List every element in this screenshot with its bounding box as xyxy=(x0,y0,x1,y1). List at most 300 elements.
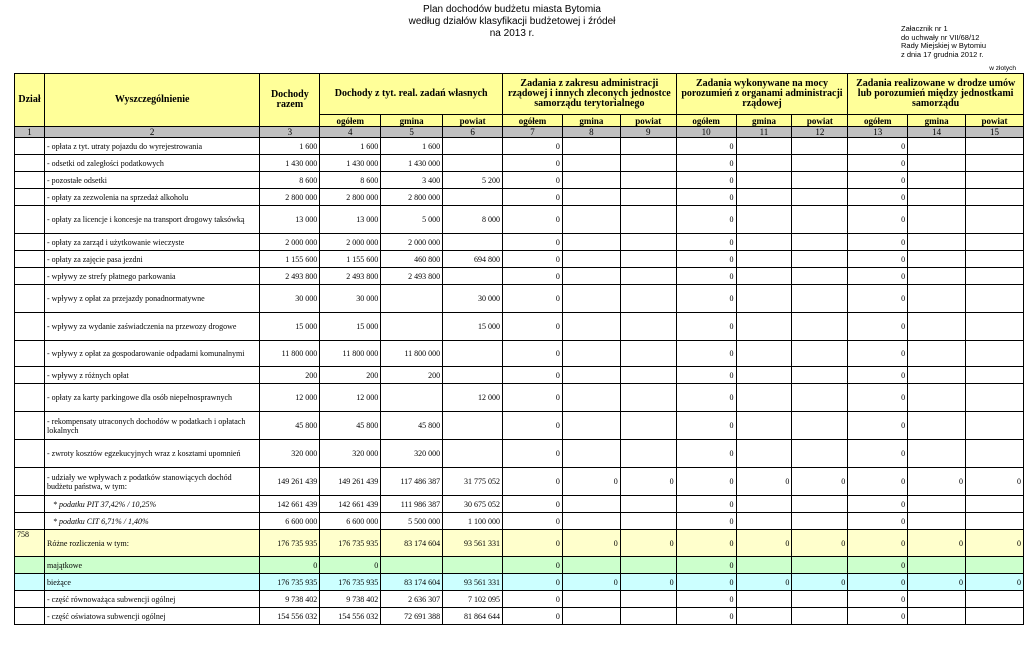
value-cell: 1 430 000 xyxy=(260,155,320,172)
dzial-cell xyxy=(15,557,45,574)
subheader-zlecone-ogolem: ogółem xyxy=(503,115,563,127)
value-cell xyxy=(620,189,676,206)
table-row xyxy=(15,468,1024,496)
value-cell: 0 xyxy=(676,189,736,206)
value-cell: 0 xyxy=(792,530,848,557)
value-cell: 0 xyxy=(966,468,1024,496)
budget-table xyxy=(14,73,1024,625)
value-cell xyxy=(443,138,503,155)
value-cell: 0 xyxy=(676,313,736,341)
value-cell: 200 xyxy=(320,367,381,384)
value-cell: 93 561 331 xyxy=(443,574,503,591)
value-cell: 45 800 xyxy=(320,412,381,440)
dzial-cell xyxy=(15,440,45,468)
value-cell xyxy=(736,440,792,468)
value-cell xyxy=(443,367,503,384)
column-number: 6 xyxy=(443,127,503,138)
value-cell: 0 xyxy=(620,574,676,591)
value-cell xyxy=(443,557,503,574)
value-cell: 0 xyxy=(503,367,563,384)
value-cell: 694 800 xyxy=(443,251,503,268)
value-cell: 142 661 439 xyxy=(260,496,320,513)
value-cell xyxy=(562,172,620,189)
value-cell: 2 800 000 xyxy=(381,189,443,206)
unit-label: w złotych xyxy=(989,65,1016,72)
table-row xyxy=(15,206,1024,234)
value-cell xyxy=(736,496,792,513)
value-cell: 0 xyxy=(848,251,908,268)
dzial-cell xyxy=(15,574,45,591)
table-row xyxy=(15,313,1024,341)
value-cell xyxy=(792,189,848,206)
dzial-cell xyxy=(15,513,45,530)
description-cell: - opłaty za licencje i koncesje na transport drogowy taksówką xyxy=(44,206,259,234)
value-cell: 0 xyxy=(503,513,563,530)
value-cell xyxy=(620,313,676,341)
value-cell xyxy=(792,206,848,234)
value-cell: 0 xyxy=(848,591,908,608)
value-cell xyxy=(792,313,848,341)
value-cell xyxy=(736,513,792,530)
dzial-cell xyxy=(15,251,45,268)
value-cell: 0 xyxy=(676,513,736,530)
dzial-cell xyxy=(15,234,45,251)
value-cell xyxy=(562,412,620,440)
value-cell: 200 xyxy=(381,367,443,384)
subheader-porozumienia-gmina: gmina xyxy=(736,115,792,127)
column-number: 4 xyxy=(320,127,381,138)
value-cell xyxy=(620,172,676,189)
description-cell: - rekompensaty utraconych dochodów w podatkach i opłatach lokalnych xyxy=(44,412,259,440)
value-cell xyxy=(966,440,1024,468)
value-cell: 320 000 xyxy=(381,440,443,468)
subheader-zlecone-gmina: gmina xyxy=(562,115,620,127)
value-cell: 1 155 600 xyxy=(260,251,320,268)
value-cell: 0 xyxy=(562,468,620,496)
value-cell: 0 xyxy=(562,530,620,557)
value-cell xyxy=(736,591,792,608)
value-cell xyxy=(736,557,792,574)
value-cell xyxy=(908,285,966,313)
table-row xyxy=(15,608,1024,625)
value-cell xyxy=(562,251,620,268)
value-cell: 154 556 032 xyxy=(260,608,320,625)
value-cell: 72 691 388 xyxy=(381,608,443,625)
value-cell xyxy=(620,557,676,574)
value-cell xyxy=(736,155,792,172)
value-cell: 0 xyxy=(503,138,563,155)
value-cell xyxy=(381,557,443,574)
dzial-cell xyxy=(15,367,45,384)
table-row xyxy=(15,155,1024,172)
value-cell: 2 000 000 xyxy=(320,234,381,251)
value-cell xyxy=(562,557,620,574)
value-cell xyxy=(908,557,966,574)
value-cell: 320 000 xyxy=(320,440,381,468)
value-cell: 0 xyxy=(848,206,908,234)
table-row xyxy=(15,513,1024,530)
value-cell xyxy=(908,268,966,285)
value-cell xyxy=(443,234,503,251)
value-cell: 8 600 xyxy=(320,172,381,189)
value-cell xyxy=(562,384,620,412)
value-cell: 81 864 644 xyxy=(443,608,503,625)
value-cell: 0 xyxy=(676,530,736,557)
value-cell xyxy=(443,268,503,285)
value-cell: 0 xyxy=(620,468,676,496)
value-cell xyxy=(736,251,792,268)
value-cell: 0 xyxy=(503,530,563,557)
value-cell: 0 xyxy=(848,574,908,591)
value-cell: 0 xyxy=(848,285,908,313)
value-cell: 0 xyxy=(676,412,736,440)
column-number: 12 xyxy=(792,127,848,138)
value-cell: 0 xyxy=(848,367,908,384)
value-cell: 0 xyxy=(503,251,563,268)
subheader-umowy-ogolem: ogółem xyxy=(848,115,908,127)
value-cell xyxy=(966,341,1024,367)
value-cell: 0 xyxy=(736,468,792,496)
col-header-dzial: Dział xyxy=(15,74,45,127)
column-number: 11 xyxy=(736,127,792,138)
value-cell: 1 600 xyxy=(320,138,381,155)
value-cell xyxy=(966,367,1024,384)
value-cell xyxy=(736,206,792,234)
value-cell: 0 xyxy=(260,557,320,574)
table-row xyxy=(15,557,1024,574)
value-cell xyxy=(908,206,966,234)
note-line-2: do uchwały nr VII/68/12 xyxy=(901,32,980,42)
value-cell xyxy=(908,384,966,412)
value-cell: 0 xyxy=(676,234,736,251)
subheader-umowy-gmina: gmina xyxy=(908,115,966,127)
column-number: 8 xyxy=(562,127,620,138)
value-cell: 6 600 000 xyxy=(320,513,381,530)
value-cell: 0 xyxy=(503,574,563,591)
value-cell: 0 xyxy=(792,574,848,591)
table-row xyxy=(15,138,1024,155)
value-cell: 149 261 439 xyxy=(320,468,381,496)
value-cell xyxy=(562,513,620,530)
dzial-cell xyxy=(15,384,45,412)
value-cell: 0 xyxy=(503,557,563,574)
value-cell: 3 400 xyxy=(381,172,443,189)
value-cell: 0 xyxy=(676,591,736,608)
value-cell xyxy=(966,384,1024,412)
value-cell xyxy=(562,313,620,341)
column-number: 13 xyxy=(848,127,908,138)
column-number: 5 xyxy=(381,127,443,138)
value-cell: 12 000 xyxy=(260,384,320,412)
value-cell: 0 xyxy=(503,591,563,608)
value-cell: 0 xyxy=(503,384,563,412)
value-cell xyxy=(620,384,676,412)
table-row xyxy=(15,234,1024,251)
value-cell xyxy=(562,496,620,513)
value-cell: 0 xyxy=(676,138,736,155)
value-cell xyxy=(736,172,792,189)
value-cell: 0 xyxy=(676,268,736,285)
dzial-cell xyxy=(15,268,45,285)
value-cell xyxy=(792,440,848,468)
value-cell: 0 xyxy=(736,574,792,591)
value-cell xyxy=(736,313,792,341)
value-cell: 30 675 052 xyxy=(443,496,503,513)
value-cell xyxy=(908,591,966,608)
value-cell xyxy=(562,138,620,155)
value-cell xyxy=(966,138,1024,155)
value-cell: 0 xyxy=(676,608,736,625)
value-cell: 0 xyxy=(676,384,736,412)
value-cell: 11 800 000 xyxy=(260,341,320,367)
value-cell: 0 xyxy=(908,574,966,591)
dzial-cell xyxy=(15,468,45,496)
value-cell xyxy=(620,513,676,530)
value-cell: 0 xyxy=(848,155,908,172)
column-number: 1 xyxy=(15,127,45,138)
value-cell: 0 xyxy=(848,189,908,206)
value-cell: 0 xyxy=(676,251,736,268)
value-cell xyxy=(620,367,676,384)
value-cell: 1 600 xyxy=(381,138,443,155)
subheader-umowy-powiat: powiat xyxy=(966,115,1024,127)
value-cell: 11 800 000 xyxy=(381,341,443,367)
value-cell xyxy=(443,341,503,367)
value-cell: 0 xyxy=(848,557,908,574)
value-cell xyxy=(966,608,1024,625)
value-cell: 1 100 000 xyxy=(443,513,503,530)
value-cell: 12 000 xyxy=(443,384,503,412)
value-cell: 0 xyxy=(908,530,966,557)
description-cell: - wpływy z różnych opłat xyxy=(44,367,259,384)
subheader-wlasne-powiat: powiat xyxy=(443,115,503,127)
value-cell xyxy=(908,341,966,367)
table-row xyxy=(15,268,1024,285)
value-cell: 0 xyxy=(503,440,563,468)
value-cell: 0 xyxy=(848,440,908,468)
dzial-cell xyxy=(15,206,45,234)
value-cell: 0 xyxy=(848,341,908,367)
value-cell: 30 000 xyxy=(320,285,381,313)
value-cell: 0 xyxy=(562,574,620,591)
value-cell: 176 735 935 xyxy=(260,530,320,557)
value-cell: 111 986 387 xyxy=(381,496,443,513)
dzial-cell xyxy=(15,285,45,313)
subheader-wlasne-gmina: gmina xyxy=(381,115,443,127)
value-cell: 2 800 000 xyxy=(320,189,381,206)
description-cell: - opłaty za zarząd i użytkowanie wieczyste xyxy=(44,234,259,251)
value-cell xyxy=(966,206,1024,234)
column-number: 15 xyxy=(966,127,1024,138)
table-row xyxy=(15,384,1024,412)
description-cell: majątkowe xyxy=(44,557,259,574)
value-cell xyxy=(620,251,676,268)
description-cell: - opłata z tyt. utraty pojazdu do wyrejestrowania xyxy=(44,138,259,155)
description-cell: - udziały we wpływach z podatków stanowiących dochód budżetu państwa, w tym: xyxy=(44,468,259,496)
value-cell xyxy=(736,412,792,440)
value-cell: 30 000 xyxy=(443,285,503,313)
value-cell: 176 735 935 xyxy=(320,574,381,591)
value-cell: 0 xyxy=(503,468,563,496)
value-cell: 1 600 xyxy=(260,138,320,155)
value-cell xyxy=(562,234,620,251)
value-cell: 0 xyxy=(676,440,736,468)
table-row xyxy=(15,574,1024,591)
column-number: 2 xyxy=(44,127,259,138)
value-cell xyxy=(562,268,620,285)
value-cell xyxy=(908,440,966,468)
description-cell: * podatku PIT 37,42% / 10,25% xyxy=(44,496,259,513)
value-cell xyxy=(908,367,966,384)
value-cell xyxy=(966,591,1024,608)
description-cell: - część oświatowa subwencji ogólnej xyxy=(44,608,259,625)
value-cell: 0 xyxy=(676,468,736,496)
value-cell xyxy=(381,285,443,313)
value-cell xyxy=(736,234,792,251)
value-cell xyxy=(908,138,966,155)
value-cell xyxy=(443,440,503,468)
col-header-umowy: Zadania realizowane w drodze umów lub porozumień między jednostkami samorządu xyxy=(848,74,1024,115)
value-cell: 0 xyxy=(676,557,736,574)
value-cell xyxy=(792,172,848,189)
dzial-cell xyxy=(15,189,45,206)
value-cell: 0 xyxy=(503,313,563,341)
value-cell xyxy=(620,496,676,513)
value-cell: 0 xyxy=(848,138,908,155)
value-cell xyxy=(736,367,792,384)
col-header-wlasne: Dochody z tyt. real. zadań własnych xyxy=(320,74,503,115)
value-cell xyxy=(792,251,848,268)
value-cell: 117 486 387 xyxy=(381,468,443,496)
title-line-1: Plan dochodów budżetu miasta Bytomia xyxy=(423,4,601,15)
value-cell: 5 200 xyxy=(443,172,503,189)
value-cell xyxy=(966,268,1024,285)
value-cell: 0 xyxy=(676,496,736,513)
value-cell: 0 xyxy=(503,189,563,206)
value-cell xyxy=(908,608,966,625)
value-cell: 0 xyxy=(676,155,736,172)
value-cell xyxy=(443,189,503,206)
value-cell xyxy=(966,251,1024,268)
description-cell: - opłaty za zajęcie pasa jezdni xyxy=(44,251,259,268)
table-row xyxy=(15,341,1024,367)
value-cell xyxy=(966,313,1024,341)
value-cell: 5 000 xyxy=(381,206,443,234)
value-cell: 0 xyxy=(966,530,1024,557)
value-cell xyxy=(966,496,1024,513)
value-cell: 2 000 000 xyxy=(260,234,320,251)
value-cell: 7 102 095 xyxy=(443,591,503,608)
value-cell: 6 600 000 xyxy=(260,513,320,530)
table-row xyxy=(15,189,1024,206)
subheader-porozumienia-ogolem: ogółem xyxy=(676,115,736,127)
value-cell: 0 xyxy=(503,206,563,234)
value-cell: 0 xyxy=(503,341,563,367)
col-header-zlecone: Zadania z zakresu administracji rządowej i innych zleconych jednostce samorządu terytorialnego xyxy=(503,74,677,115)
table-row xyxy=(15,591,1024,608)
value-cell: 0 xyxy=(848,313,908,341)
value-cell xyxy=(908,234,966,251)
value-cell: 11 800 000 xyxy=(320,341,381,367)
value-cell xyxy=(562,341,620,367)
value-cell xyxy=(562,206,620,234)
value-cell: 83 174 604 xyxy=(381,530,443,557)
value-cell xyxy=(736,138,792,155)
value-cell xyxy=(792,285,848,313)
value-cell: 0 xyxy=(848,268,908,285)
value-cell xyxy=(792,341,848,367)
value-cell: 0 xyxy=(848,530,908,557)
value-cell: 2 800 000 xyxy=(260,189,320,206)
value-cell xyxy=(792,384,848,412)
value-cell xyxy=(792,513,848,530)
value-cell: 9 738 402 xyxy=(260,591,320,608)
description-cell: - wpływy z opłat za gospodarowanie odpadami komunalnymi xyxy=(44,341,259,367)
value-cell xyxy=(562,155,620,172)
value-cell: 0 xyxy=(792,468,848,496)
value-cell: 15 000 xyxy=(443,313,503,341)
value-cell: 2 493 800 xyxy=(320,268,381,285)
description-cell: Różne rozliczenia w tym: xyxy=(44,530,259,557)
value-cell: 30 000 xyxy=(260,285,320,313)
value-cell xyxy=(966,189,1024,206)
value-cell xyxy=(966,557,1024,574)
value-cell xyxy=(908,412,966,440)
description-cell: - pozostałe odsetki xyxy=(44,172,259,189)
description-cell: - wpływy z opłat za przejazdy ponadnormatywne xyxy=(44,285,259,313)
description-cell: - wpływy ze strefy płatnego parkowania xyxy=(44,268,259,285)
value-cell: 154 556 032 xyxy=(320,608,381,625)
value-cell xyxy=(792,557,848,574)
value-cell: 5 500 000 xyxy=(381,513,443,530)
value-cell: 15 000 xyxy=(320,313,381,341)
value-cell xyxy=(620,206,676,234)
title-line-2: według działów klasyfikacji budżetowej i źródeł xyxy=(408,16,616,27)
table-row xyxy=(15,412,1024,440)
description-cell: - opłaty za zezwolenia na sprzedaż alkoholu xyxy=(44,189,259,206)
value-cell: 0 xyxy=(966,574,1024,591)
description-cell: - wpływy za wydanie zaświadczenia na przewozy drogowe xyxy=(44,313,259,341)
value-cell xyxy=(736,268,792,285)
value-cell: 460 800 xyxy=(381,251,443,268)
description-cell: - opłaty za karty parkingowe dla osób niepełnosprawnych xyxy=(44,384,259,412)
title-line-3: na 2013 r. xyxy=(489,28,535,39)
dzial-cell xyxy=(15,608,45,625)
value-cell: 8 000 xyxy=(443,206,503,234)
value-cell xyxy=(562,608,620,625)
value-cell xyxy=(792,155,848,172)
description-cell: * podatku CIT 6,71% / 1,40% xyxy=(44,513,259,530)
value-cell: 1 155 600 xyxy=(320,251,381,268)
value-cell xyxy=(620,591,676,608)
col-header-opis: Wyszczególnienie xyxy=(44,74,259,127)
value-cell xyxy=(966,412,1024,440)
dzial-cell xyxy=(15,496,45,513)
value-cell xyxy=(908,496,966,513)
value-cell xyxy=(736,189,792,206)
value-cell: 0 xyxy=(503,496,563,513)
value-cell: 0 xyxy=(848,496,908,513)
value-cell: 0 xyxy=(736,530,792,557)
value-cell: 1 430 000 xyxy=(381,155,443,172)
value-cell: 9 738 402 xyxy=(320,591,381,608)
value-cell xyxy=(792,268,848,285)
value-cell xyxy=(792,591,848,608)
table-row xyxy=(15,367,1024,384)
value-cell xyxy=(620,608,676,625)
value-cell xyxy=(966,285,1024,313)
value-cell xyxy=(966,513,1024,530)
